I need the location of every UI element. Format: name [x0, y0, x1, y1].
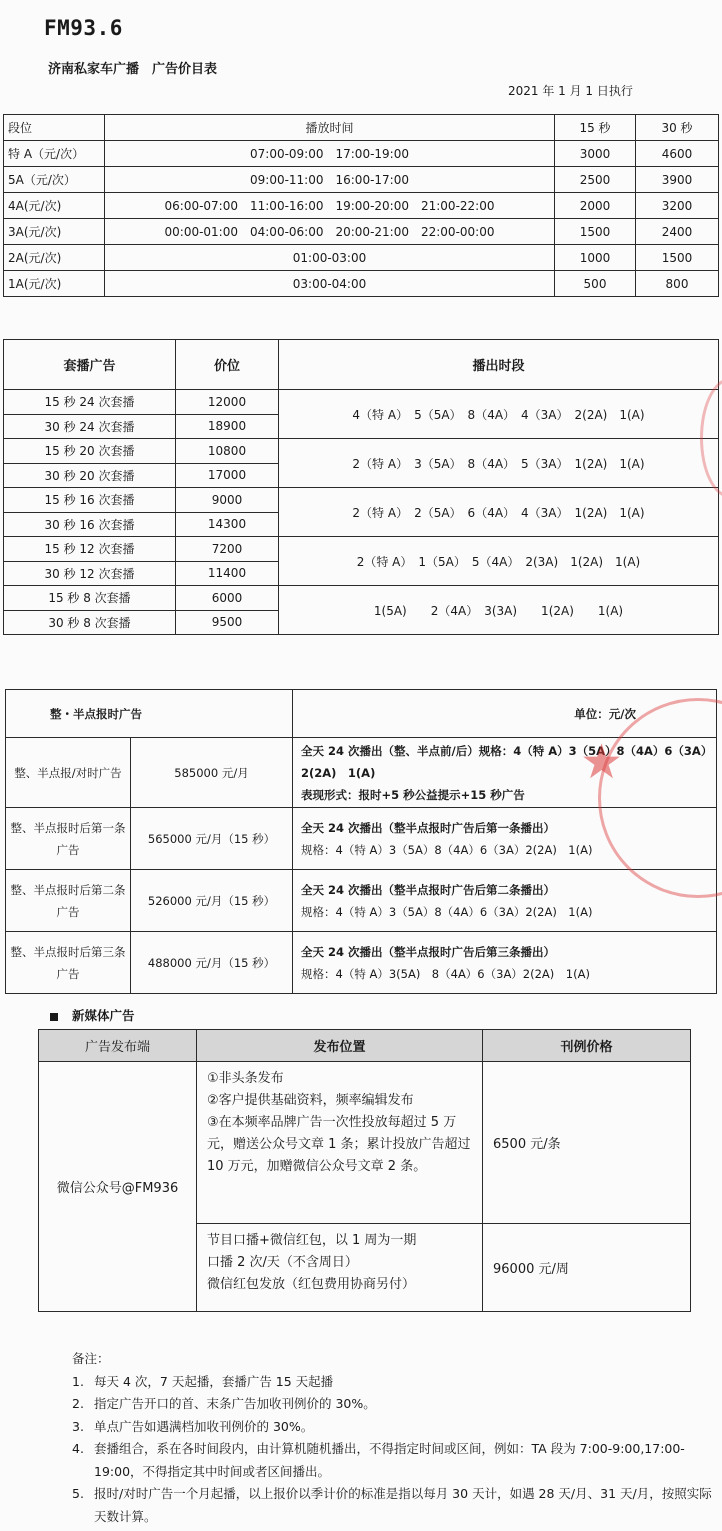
list-item: [72, 1438, 712, 1483]
list-item: [72, 1416, 712, 1439]
list-item: [72, 1393, 712, 1416]
package-table: [3, 339, 719, 635]
note-number: 1.: [72, 1373, 84, 1389]
note-text: 指定广告开口的首、末条广告加收刊例价的 30%。: [94, 1396, 376, 1411]
slot-price-15: 2500: [555, 167, 636, 193]
note-number: 4.: [72, 1441, 84, 1456]
package-price: 14300: [176, 512, 279, 537]
col-header-level: 段位: [4, 115, 105, 141]
slot-price-30: 1500: [636, 245, 719, 271]
slot-level: 3A(元/次): [4, 219, 105, 245]
detail-line: 规格：4（特 A）3（5A）8（4A）6（3A）2(2A) 1(A): [301, 904, 593, 919]
package-schedule: 1(5A) 2（4A） 3(3A) 1(2A) 1(A): [279, 586, 719, 635]
table-row: [4, 439, 719, 464]
slot-price-15: 1500: [555, 219, 636, 245]
note-text: 报时/对时广告一个月起播，以上报价以季计价的标准是指以每月 30 天计，如遇 28 天/月、31 天/月，按照实际天数计算。: [94, 1486, 712, 1524]
slot-price-30: 2400: [636, 219, 719, 245]
package-name: 15 秒 16 次套播: [4, 488, 176, 513]
package-name: 15 秒 8 次套播: [4, 586, 176, 611]
package-price: 10800: [176, 439, 279, 464]
slot-price-30: 800: [636, 271, 719, 297]
table-row: [4, 193, 719, 219]
note-number: 5.: [72, 1486, 84, 1501]
slot-level: 特 A（元/次）: [4, 141, 105, 167]
package-name: 30 秒 12 次套播: [4, 561, 176, 586]
slot-price-table: [3, 114, 719, 297]
effective-date: 2021 年 1 月 1 日执行: [508, 84, 633, 98]
notes-heading: 备注：: [72, 1351, 110, 1366]
slot-price-15: 3000: [555, 141, 636, 167]
col-header-platform: 广告发布端: [39, 1030, 197, 1062]
package-name: 15 秒 24 次套播: [4, 390, 176, 415]
detail-line: 规格：4（特 A）3（5A）8（4A）6（3A）2(2A) 1(A): [301, 842, 593, 857]
table-row: [4, 390, 719, 415]
col-header-schedule: 播出时段: [279, 340, 719, 390]
position-line: ③在本频率品牌广告一次性投放每超过 5 万元，赠送公众号文章 1 条；累计投放广告超过 10 万元，加赠微信公众号文章 2 条。: [207, 1115, 471, 1174]
package-name: 15 秒 12 次套播: [4, 537, 176, 562]
table-row: [4, 271, 719, 297]
position-line: ①非头条发布: [207, 1071, 284, 1086]
notes-section: [72, 1348, 712, 1528]
slot-price-15: 2000: [555, 193, 636, 219]
position-detail: [197, 1062, 483, 1224]
package-schedule: 2（特 A） 2（5A） 6（4A） 4（3A） 1(2A) 1(A): [279, 488, 719, 537]
col-header-price: 价位: [176, 340, 279, 390]
detail-line: 表现形式：报时+5 秒公益提示+15 秒广告: [301, 787, 525, 802]
bullet-square-icon: [50, 1013, 58, 1021]
package-price: 12000: [176, 390, 279, 415]
time-signal-name: 整、半点报时后第一条广告: [6, 808, 131, 870]
col-header-position: 发布位置: [197, 1030, 483, 1062]
time-signal-detail: [293, 932, 717, 994]
position-line: 微信红包发放（红包费用协商另付）: [207, 1277, 416, 1292]
slot-time: 06:00-07:00 11:00-16:00 19:00-20:00 21:00-22:00: [105, 193, 555, 219]
table-row: [4, 586, 719, 611]
time-signal-price: 585000 元/月: [131, 738, 293, 808]
slot-price-15: 500: [555, 271, 636, 297]
list-item: [72, 1371, 712, 1394]
page-title: FM93.6: [44, 16, 123, 40]
slot-level: 5A（元/次）: [4, 167, 105, 193]
position-line: ②客户提供基础资料，频率编辑发布: [207, 1093, 414, 1108]
slot-time: 09:00-11:00 16:00-17:00: [105, 167, 555, 193]
detail-line: 全天 24 次播出（整半点报时广告后第三条播出）: [301, 944, 556, 959]
slot-level: 1A(元/次): [4, 271, 105, 297]
table-row: [6, 932, 717, 994]
slot-time: 03:00-04:00: [105, 271, 555, 297]
rate-price: 6500 元/条: [483, 1062, 691, 1224]
new-media-heading: [50, 1006, 135, 1024]
col-header-time: 播放时间: [105, 115, 555, 141]
table-row: [4, 537, 719, 562]
new-media-table: [38, 1029, 691, 1312]
detail-line: 全天 24 次播出（整半点报时广告后第二条播出）: [301, 882, 556, 897]
platform-name: 微信公众号@FM936: [39, 1062, 197, 1312]
time-signal-title: 整・半点报时广告: [6, 690, 293, 738]
detail-line: 全天 24 次播出（整、半点前/后）规格：4（特 A）3（5A）8（4A）6（3A）: [301, 743, 713, 758]
slot-level: 2A(元/次): [4, 245, 105, 271]
position-line: 节目口播+微信红包，以 1 周为一期: [207, 1233, 417, 1248]
package-price: 7200: [176, 537, 279, 562]
list-item: [72, 1483, 712, 1528]
package-name: 30 秒 8 次套播: [4, 610, 176, 635]
col-header-30s: 30 秒: [636, 115, 719, 141]
slot-time: 00:00-01:00 04:00-06:00 20:00-21:00 22:00-00:00: [105, 219, 555, 245]
time-signal-price: 488000 元/月（15 秒）: [131, 932, 293, 994]
new-media-heading-text: 新媒体广告: [72, 1008, 135, 1023]
note-number: 3.: [72, 1418, 84, 1434]
package-name: 15 秒 20 次套播: [4, 439, 176, 464]
package-schedule: 2（特 A） 3（5A） 8（4A） 5（3A） 1(2A) 1(A): [279, 439, 719, 488]
detail-line: 2(2A) 1(A): [301, 765, 376, 780]
package-price: 18900: [176, 414, 279, 439]
time-signal-unit: 单位：元/次: [293, 690, 717, 738]
table-row: [4, 219, 719, 245]
note-text: 每天 4 次，7 天起播，套播广告 15 天起播: [94, 1373, 334, 1389]
col-header-rate: 刊例价格: [483, 1030, 691, 1062]
package-price: 11400: [176, 561, 279, 586]
slot-price-30: 4600: [636, 141, 719, 167]
slot-time: 07:00-09:00 17:00-19:00: [105, 141, 555, 167]
note-text: 套播组合，系在各时间段内，由计算机随机播出，不得指定时间或区间，例如：TA 段为 7:00-9:00,17:00-19:00，不得指定其中时间或者区间播出。: [94, 1441, 685, 1479]
time-signal-price: 526000 元/月（15 秒）: [131, 870, 293, 932]
package-name: 30 秒 20 次套播: [4, 463, 176, 488]
note-number: 2.: [72, 1396, 84, 1411]
package-name: 30 秒 24 次套播: [4, 414, 176, 439]
detail-line: 全天 24 次播出（整半点报时广告后第一条播出）: [301, 820, 556, 835]
package-price: 17000: [176, 463, 279, 488]
rate-price: 96000 元/周: [483, 1224, 691, 1312]
detail-line: 规格：4（特 A）3(5A) 8（4A）6（3A）2(2A) 1(A): [301, 966, 590, 981]
slot-price-15: 1000: [555, 245, 636, 271]
slot-time: 01:00-03:00: [105, 245, 555, 271]
page-subtitle: 济南私家车广播 广告价目表: [48, 62, 218, 77]
table-row: [4, 488, 719, 513]
table-row: [4, 141, 719, 167]
time-signal-name: 整、半点报时后第二条广告: [6, 870, 131, 932]
package-price: 6000: [176, 586, 279, 611]
time-signal-name: 整、半点报时后第三条广告: [6, 932, 131, 994]
package-price: 9000: [176, 488, 279, 513]
slot-price-30: 3900: [636, 167, 719, 193]
position-line: 口播 2 次/天（不含周日）: [207, 1255, 358, 1270]
col-header-15s: 15 秒: [555, 115, 636, 141]
star-icon: ★: [580, 734, 624, 790]
slot-price-30: 3200: [636, 193, 719, 219]
time-signal-name: 整、半点报/对时广告: [6, 738, 131, 808]
col-header-package: 套播广告: [4, 340, 176, 390]
slot-level: 4A(元/次): [4, 193, 105, 219]
time-signal-price: 565000 元/月（15 秒）: [131, 808, 293, 870]
position-detail: [197, 1224, 483, 1312]
table-row: [6, 870, 717, 932]
table-row: [4, 167, 719, 193]
package-name: 30 秒 16 次套播: [4, 512, 176, 537]
table-row: [4, 245, 719, 271]
package-price: 9500: [176, 610, 279, 635]
package-schedule: 4（特 A） 5（5A） 8（4A） 4（3A） 2(2A) 1(A): [279, 390, 719, 439]
note-text: 单点广告如遇满档加收刊例价的 30%。: [94, 1418, 314, 1434]
package-schedule: 2（特 A） 1（5A） 5（4A） 2(3A) 1(2A) 1(A): [279, 537, 719, 586]
table-row: [39, 1062, 691, 1224]
